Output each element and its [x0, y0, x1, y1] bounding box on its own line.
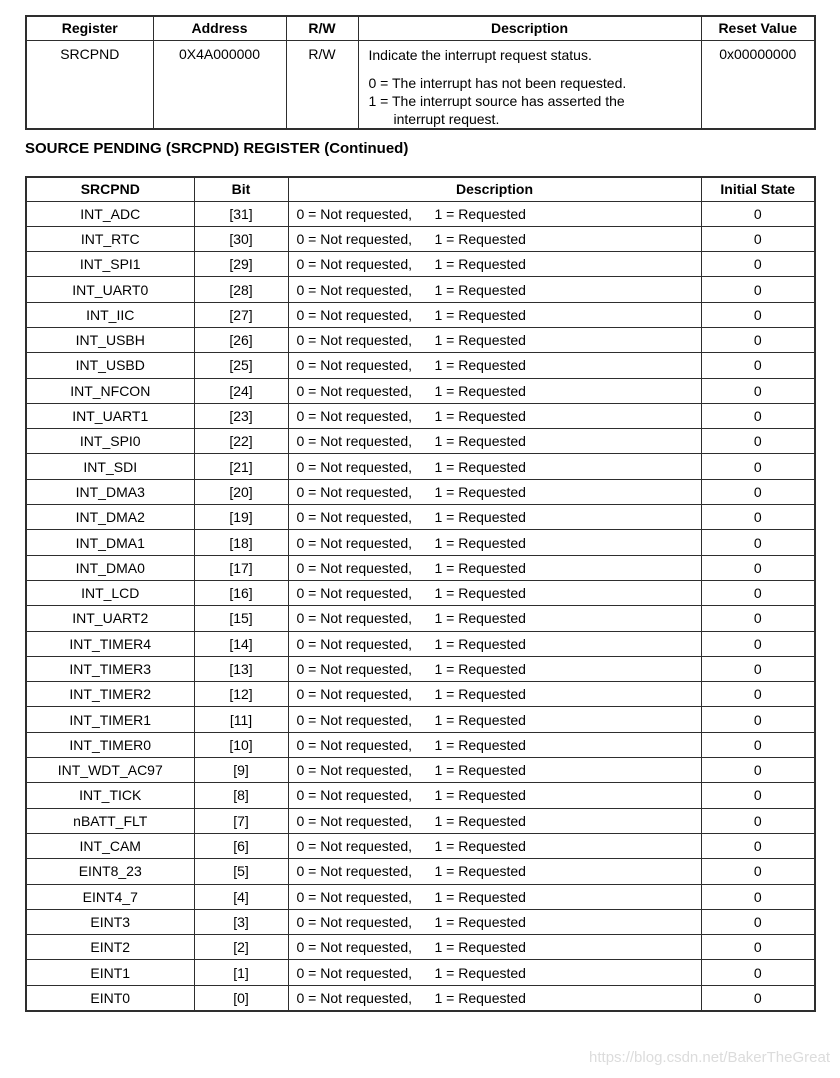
bit-description-cell [288, 479, 701, 504]
bit-index-cell: [17] [194, 555, 288, 580]
bit-name-cell: INT_LCD [26, 580, 194, 605]
bit-name-cell: INT_IIC [26, 302, 194, 327]
bit-index-cell: [8] [194, 783, 288, 808]
header-description: Description [358, 16, 701, 40]
table-row [26, 985, 815, 1010]
bit-name-cell: EINT4_7 [26, 884, 194, 909]
header-bit: Bit [194, 177, 288, 201]
table-row [26, 833, 815, 858]
description-line: interrupt request. [393, 110, 500, 127]
bit-description-cell [288, 353, 701, 378]
table-row [26, 707, 815, 732]
bit-index-cell: [25] [194, 353, 288, 378]
bit-description-cell [288, 403, 701, 428]
bit-index-cell: [31] [194, 201, 288, 226]
table-row [26, 505, 815, 530]
initial-state-cell: 0 [701, 833, 815, 858]
description-requested: 1 = Requested [434, 433, 526, 450]
table-row [26, 580, 815, 605]
description-requested: 1 = Requested [434, 762, 526, 779]
description-not-requested: 0 = Not requested, [296, 736, 413, 753]
bit-description-cell [288, 252, 701, 277]
bit-index-cell: [20] [194, 479, 288, 504]
bit-index-cell: [15] [194, 606, 288, 631]
bit-description-cell [288, 378, 701, 403]
initial-state-cell: 0 [701, 226, 815, 251]
description-not-requested: 0 = Not requested, [296, 812, 413, 829]
description-not-requested: 0 = Not requested, [296, 585, 413, 602]
description-not-requested: 0 = Not requested, [296, 559, 413, 576]
table-row [26, 353, 815, 378]
description-requested: 1 = Requested [434, 610, 526, 627]
bit-name-cell: INT_USBH [26, 327, 194, 352]
register-name-cell: SRCPND [26, 40, 153, 129]
bit-name-cell: INT_TIMER3 [26, 656, 194, 681]
description-not-requested: 0 = Not requested, [296, 686, 413, 703]
initial-state-cell: 0 [701, 403, 815, 428]
initial-state-cell: 0 [701, 201, 815, 226]
description-requested: 1 = Requested [434, 458, 526, 475]
bit-description-cell [288, 833, 701, 858]
header-description: Description [288, 177, 701, 201]
bit-index-cell: [11] [194, 707, 288, 732]
bit-name-cell: INT_DMA1 [26, 530, 194, 555]
table-row [26, 530, 815, 555]
description-requested: 1 = Requested [434, 281, 526, 298]
bit-index-cell: [5] [194, 859, 288, 884]
bit-description-cell [288, 909, 701, 934]
description-requested: 1 = Requested [434, 256, 526, 273]
bit-index-cell: [18] [194, 530, 288, 555]
bit-index-cell: [19] [194, 505, 288, 530]
description-requested: 1 = Requested [434, 332, 526, 349]
header-srcpnd: SRCPND [26, 177, 194, 201]
initial-state-cell: 0 [701, 353, 815, 378]
register-reset-value-cell: 0x00000000 [701, 40, 815, 129]
table-row [26, 808, 815, 833]
description-not-requested: 0 = Not requested, [296, 458, 413, 475]
initial-state-cell: 0 [701, 935, 815, 960]
description-requested: 1 = Requested [434, 408, 526, 425]
description-requested: 1 = Requested [434, 382, 526, 399]
description-intro: Indicate the interrupt request status. [368, 46, 592, 63]
register-table-row [26, 40, 815, 129]
bit-name-cell: nBATT_FLT [26, 808, 194, 833]
bit-index-cell: [28] [194, 277, 288, 302]
bit-name-cell: INT_SPI0 [26, 429, 194, 454]
description-not-requested: 0 = Not requested, [296, 281, 413, 298]
table-row [26, 783, 815, 808]
initial-state-cell: 0 [701, 732, 815, 757]
bit-description-cell [288, 327, 701, 352]
section-heading: SOURCE PENDING (SRCPND) REGISTER (Continued) [25, 140, 409, 157]
bit-index-cell: [23] [194, 403, 288, 428]
description-not-requested: 0 = Not requested, [296, 939, 413, 956]
description-not-requested: 0 = Not requested, [296, 838, 413, 855]
description-requested: 1 = Requested [434, 838, 526, 855]
bit-description-cell [288, 808, 701, 833]
description-requested: 1 = Requested [434, 939, 526, 956]
bit-index-cell: [7] [194, 808, 288, 833]
description-line: 0 = The interrupt has not been requested. [368, 74, 627, 91]
initial-state-cell: 0 [701, 808, 815, 833]
table-row [26, 226, 815, 251]
description-not-requested: 0 = Not requested, [296, 888, 413, 905]
bit-index-cell: [29] [194, 252, 288, 277]
bit-name-cell: INT_RTC [26, 226, 194, 251]
description-not-requested: 0 = Not requested, [296, 509, 413, 526]
description-requested: 1 = Requested [434, 534, 526, 551]
bit-description-cell [288, 732, 701, 757]
bit-name-cell: INT_SPI1 [26, 252, 194, 277]
description-not-requested: 0 = Not requested, [296, 534, 413, 551]
bit-name-cell: INT_UART2 [26, 606, 194, 631]
bit-index-cell: [22] [194, 429, 288, 454]
initial-state-cell: 0 [701, 682, 815, 707]
header-address: Address [153, 16, 286, 40]
bit-description-cell [288, 884, 701, 909]
initial-state-cell: 0 [701, 758, 815, 783]
register-table-header-row [26, 16, 815, 40]
bit-index-cell: [12] [194, 682, 288, 707]
bit-description-cell [288, 505, 701, 530]
description-requested: 1 = Requested [434, 787, 526, 804]
description-requested: 1 = Requested [434, 483, 526, 500]
initial-state-cell: 0 [701, 479, 815, 504]
bit-description-cell [288, 302, 701, 327]
description-requested: 1 = Requested [434, 509, 526, 526]
description-not-requested: 0 = Not requested, [296, 483, 413, 500]
initial-state-cell: 0 [701, 859, 815, 884]
initial-state-cell: 0 [701, 985, 815, 1010]
table-row [26, 859, 815, 884]
table-row [26, 732, 815, 757]
description-requested: 1 = Requested [434, 888, 526, 905]
description-not-requested: 0 = Not requested, [296, 711, 413, 728]
description-not-requested: 0 = Not requested, [296, 382, 413, 399]
description-requested: 1 = Requested [434, 989, 526, 1006]
register-description-cell [358, 40, 701, 129]
register-rw-cell: R/W [286, 40, 358, 129]
header-rw: R/W [286, 16, 358, 40]
description-requested: 1 = Requested [434, 357, 526, 374]
description-not-requested: 0 = Not requested, [296, 863, 413, 880]
bit-index-cell: [16] [194, 580, 288, 605]
initial-state-cell: 0 [701, 960, 815, 985]
initial-state-cell: 0 [701, 783, 815, 808]
description-not-requested: 0 = Not requested, [296, 357, 413, 374]
description-not-requested: 0 = Not requested, [296, 635, 413, 652]
bit-index-cell: [13] [194, 656, 288, 681]
bit-description-cell [288, 201, 701, 226]
bit-description-cell [288, 783, 701, 808]
bit-description-cell [288, 580, 701, 605]
description-not-requested: 0 = Not requested, [296, 332, 413, 349]
bit-index-cell: [6] [194, 833, 288, 858]
watermark: https://blog.csdn.net/BakerTheGreat [589, 1049, 830, 1066]
table-row [26, 479, 815, 504]
description-requested: 1 = Requested [434, 812, 526, 829]
table-row [26, 656, 815, 681]
bit-name-cell: INT_UART1 [26, 403, 194, 428]
description-not-requested: 0 = Not requested, [296, 205, 413, 222]
bit-description-cell [288, 707, 701, 732]
bit-index-cell: [10] [194, 732, 288, 757]
table-row [26, 935, 815, 960]
bit-index-cell: [27] [194, 302, 288, 327]
bit-description-cell [288, 960, 701, 985]
initial-state-cell: 0 [701, 909, 815, 934]
table-row [26, 378, 815, 403]
bit-description-cell [288, 277, 701, 302]
pending-table-header-row [26, 177, 815, 201]
bit-index-cell: [1] [194, 960, 288, 985]
description-requested: 1 = Requested [434, 711, 526, 728]
table-row [26, 327, 815, 352]
table-row [26, 884, 815, 909]
bit-description-cell [288, 935, 701, 960]
bit-name-cell: INT_TIMER1 [26, 707, 194, 732]
initial-state-cell: 0 [701, 327, 815, 352]
register-address-cell: 0X4A000000 [153, 40, 286, 129]
bit-description-cell [288, 555, 701, 580]
initial-state-cell: 0 [701, 631, 815, 656]
initial-state-cell: 0 [701, 454, 815, 479]
initial-state-cell: 0 [701, 530, 815, 555]
table-row [26, 302, 815, 327]
table-row [26, 631, 815, 656]
initial-state-cell: 0 [701, 429, 815, 454]
bit-index-cell: [2] [194, 935, 288, 960]
bit-description-cell [288, 985, 701, 1010]
description-not-requested: 0 = Not requested, [296, 230, 413, 247]
bit-index-cell: [14] [194, 631, 288, 656]
bit-description-cell [288, 429, 701, 454]
bit-name-cell: INT_SDI [26, 454, 194, 479]
register-summary-table [25, 15, 816, 130]
description-requested: 1 = Requested [434, 230, 526, 247]
header-register: Register [26, 16, 153, 40]
bit-index-cell: [24] [194, 378, 288, 403]
bit-name-cell: INT_NFCON [26, 378, 194, 403]
bit-index-cell: [0] [194, 985, 288, 1010]
description-not-requested: 0 = Not requested, [296, 989, 413, 1006]
table-row [26, 277, 815, 302]
description-not-requested: 0 = Not requested, [296, 913, 413, 930]
description-requested: 1 = Requested [434, 964, 526, 981]
description-not-requested: 0 = Not requested, [296, 433, 413, 450]
bit-description-cell [288, 758, 701, 783]
bit-index-cell: [9] [194, 758, 288, 783]
bit-index-cell: [30] [194, 226, 288, 251]
table-row [26, 429, 815, 454]
bit-description-cell [288, 682, 701, 707]
description-requested: 1 = Requested [434, 559, 526, 576]
bit-name-cell: EINT8_23 [26, 859, 194, 884]
initial-state-cell: 0 [701, 378, 815, 403]
description-requested: 1 = Requested [434, 306, 526, 323]
initial-state-cell: 0 [701, 656, 815, 681]
header-reset-value: Reset Value [701, 16, 815, 40]
bit-index-cell: [21] [194, 454, 288, 479]
table-row [26, 201, 815, 226]
table-row [26, 758, 815, 783]
bit-description-cell [288, 226, 701, 251]
bit-name-cell: EINT2 [26, 935, 194, 960]
description-not-requested: 0 = Not requested, [296, 408, 413, 425]
bit-name-cell: INT_CAM [26, 833, 194, 858]
table-row [26, 682, 815, 707]
description-requested: 1 = Requested [434, 635, 526, 652]
bit-name-cell: INT_ADC [26, 201, 194, 226]
bit-name-cell: INT_USBD [26, 353, 194, 378]
description-requested: 1 = Requested [434, 913, 526, 930]
initial-state-cell: 0 [701, 884, 815, 909]
srcpnd-bit-table [25, 176, 816, 1012]
table-row [26, 909, 815, 934]
description-requested: 1 = Requested [434, 863, 526, 880]
bit-index-cell: [4] [194, 884, 288, 909]
bit-description-cell [288, 530, 701, 555]
initial-state-cell: 0 [701, 555, 815, 580]
initial-state-cell: 0 [701, 606, 815, 631]
initial-state-cell: 0 [701, 302, 815, 327]
description-requested: 1 = Requested [434, 205, 526, 222]
description-requested: 1 = Requested [434, 736, 526, 753]
bit-name-cell: INT_UART0 [26, 277, 194, 302]
description-not-requested: 0 = Not requested, [296, 306, 413, 323]
bit-name-cell: INT_DMA3 [26, 479, 194, 504]
bit-index-cell: [26] [194, 327, 288, 352]
bit-name-cell: EINT3 [26, 909, 194, 934]
bit-description-cell [288, 606, 701, 631]
description-not-requested: 0 = Not requested, [296, 762, 413, 779]
bit-name-cell: INT_TIMER2 [26, 682, 194, 707]
table-row [26, 555, 815, 580]
description-line: 1 = The interrupt source has asserted the [368, 92, 625, 109]
bit-description-cell [288, 859, 701, 884]
bit-description-cell [288, 631, 701, 656]
table-row [26, 606, 815, 631]
initial-state-cell: 0 [701, 252, 815, 277]
initial-state-cell: 0 [701, 707, 815, 732]
bit-name-cell: INT_TIMER0 [26, 732, 194, 757]
bit-description-cell [288, 656, 701, 681]
header-initial-state: Initial State [701, 177, 815, 201]
bit-name-cell: INT_DMA2 [26, 505, 194, 530]
description-not-requested: 0 = Not requested, [296, 787, 413, 804]
description-not-requested: 0 = Not requested, [296, 256, 413, 273]
description-not-requested: 0 = Not requested, [296, 660, 413, 677]
description-not-requested: 0 = Not requested, [296, 610, 413, 627]
bit-name-cell: INT_DMA0 [26, 555, 194, 580]
table-row [26, 252, 815, 277]
bit-name-cell: EINT1 [26, 960, 194, 985]
description-requested: 1 = Requested [434, 585, 526, 602]
initial-state-cell: 0 [701, 277, 815, 302]
description-requested: 1 = Requested [434, 660, 526, 677]
bit-name-cell: EINT0 [26, 985, 194, 1010]
description-not-requested: 0 = Not requested, [296, 964, 413, 981]
table-row [26, 454, 815, 479]
table-row [26, 960, 815, 985]
bit-index-cell: [3] [194, 909, 288, 934]
initial-state-cell: 0 [701, 505, 815, 530]
initial-state-cell: 0 [701, 580, 815, 605]
bit-name-cell: INT_WDT_AC97 [26, 758, 194, 783]
description-requested: 1 = Requested [434, 686, 526, 703]
table-row [26, 403, 815, 428]
bit-name-cell: INT_TIMER4 [26, 631, 194, 656]
bit-name-cell: INT_TICK [26, 783, 194, 808]
bit-description-cell [288, 454, 701, 479]
